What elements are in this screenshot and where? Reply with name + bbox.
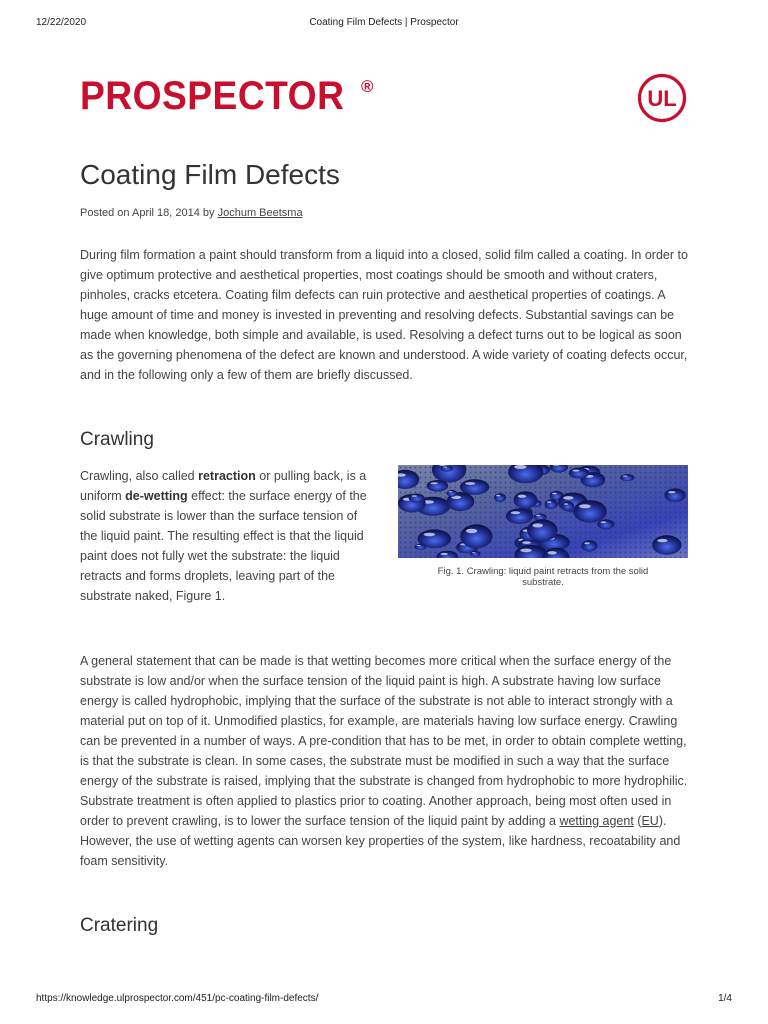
wetting-agent-link[interactable]: wetting agent xyxy=(559,814,634,828)
droplet-highlight xyxy=(668,491,675,493)
section-heading-cratering: Cratering xyxy=(80,915,159,936)
droplet-highlight xyxy=(600,521,606,523)
print-title: Coating Film Defects | Prospector xyxy=(309,17,459,28)
intro-paragraph: During film formation a paint should transform from a liquid into a closed, solid film called a coating. In order to give optimum protective and aesthetical properties, most coatings should be smooth and without craters, pinholes, cracks etcetera. Coating film defects can ruin protective and aesthetical properties of coatings. A huge amount of time and money is invested in preventing and resolving defects. Substantial savings can be made when knowledge, both simple and available, is used. Resolving a defect turns out to be logical as soon as the governing phenomena of the defect are known and understood. A wide variety of coating defects occur, and in the following only a few of them are briefly discussed. xyxy=(80,248,688,382)
crawling-detail-paragraph: A general statement that can be made is that wetting becomes more critical when the surface energy of the substrate is low and/or when the surface tension of the liquid paint is high. A substrate having low surface energy is called hydrophobic, implying that the surface of the substrate is not able to interact strongly with a material put on top of it. Unmodified plastics, for example, are materials having low surface energy. Crawling can be prevented in a number of ways. A pre-condition that has to be met, in order to obtain complete wetting, is that the substrate is clean. In some cases, the substrate must be modified in such a way that the surface energy of the substrate is raised, implying that the substrate is changed from hydrophobic to more hydrophilic. Substrate treatment is often applied to plastics prior to coating. Another approach, being most often used in order to prevent crawling, is to lower the surface tension of the liquid paint by adding a wetting agent (EU). However, the use of wetting agents can worsen key properties of the system, like hardness, recoatability and foam sensitivity. xyxy=(80,654,688,868)
droplet xyxy=(441,465,453,471)
droplet-highlight xyxy=(532,523,543,527)
droplet-highlight xyxy=(548,551,557,554)
droplet-highlight xyxy=(472,552,476,553)
droplet-highlight xyxy=(411,495,417,497)
droplet xyxy=(620,474,634,481)
droplet xyxy=(427,480,449,491)
author-link[interactable]: Jochum Beetsma xyxy=(217,207,303,219)
droplet-highlight xyxy=(440,553,448,555)
section-heading-crawling: Crawling xyxy=(80,429,154,450)
droplet xyxy=(527,519,557,541)
term-de-wetting: de-wetting xyxy=(125,489,188,503)
ul-logo-icon[interactable] xyxy=(637,73,687,123)
print-page-number: 1/4 xyxy=(718,993,732,1004)
droplet xyxy=(582,540,598,551)
droplet xyxy=(569,468,589,479)
article-title: Coating Film Defects xyxy=(80,159,340,190)
figure-caption: Fig. 1. Crawling: liquid paint retracts from the solid substrate. xyxy=(437,566,649,588)
droplet-highlight xyxy=(522,541,531,544)
byline xyxy=(80,206,303,220)
droplet-highlight xyxy=(584,542,590,544)
print-url: https://knowledge.ulprospector.com/451/pc-coating-film-defects/ xyxy=(36,993,319,1004)
droplet-highlight xyxy=(465,482,475,485)
print-date: 12/22/2020 xyxy=(36,17,87,28)
prospector-logo[interactable] xyxy=(80,74,374,118)
ul-logo-text: UL xyxy=(647,86,677,111)
droplet-highlight xyxy=(572,470,579,472)
term-retraction: retraction xyxy=(198,469,256,483)
crawling-droplets-image xyxy=(398,465,688,558)
droplet-highlight xyxy=(536,515,541,516)
registered-mark: ® xyxy=(361,77,374,96)
droplet-highlight xyxy=(520,549,532,553)
droplet xyxy=(506,508,533,524)
droplet-highlight xyxy=(564,503,568,505)
droplet-highlight xyxy=(623,476,628,477)
droplet xyxy=(470,551,480,557)
droplet-highlight xyxy=(657,539,667,542)
droplet xyxy=(494,493,506,502)
droplet-highlight xyxy=(466,529,477,533)
droplet xyxy=(514,491,538,508)
eu-link[interactable]: EU xyxy=(641,814,659,828)
droplet-highlight xyxy=(443,467,447,468)
droplet xyxy=(652,535,681,554)
crawling-paragraph: Crawling, also called retraction or pulling back, is a uniform de-wetting effect: the surface energy of the solid substrate is lower than the surface tension of the liquid paint. The resulting effect is that the liquid paint does not fully wet the substrate: the liquid retracts and forms droplets, leaving part of the substrate naked, Figure 1. xyxy=(80,469,367,603)
logo-text: PROSPECTOR xyxy=(80,74,345,118)
droplet-highlight xyxy=(563,496,573,500)
print-header xyxy=(36,17,732,31)
droplet-highlight xyxy=(579,504,591,508)
droplet xyxy=(597,519,614,529)
droplet xyxy=(460,524,492,548)
figure-1 xyxy=(398,465,688,588)
droplet-highlight xyxy=(552,493,557,495)
droplet xyxy=(414,544,426,550)
droplet xyxy=(409,494,425,503)
droplet xyxy=(562,501,574,510)
droplet-highlight xyxy=(511,511,521,514)
droplet-highlight xyxy=(496,495,500,497)
droplet xyxy=(460,479,489,495)
droplet-highlight xyxy=(518,495,526,498)
droplet xyxy=(447,490,458,497)
droplet-highlight xyxy=(430,482,438,484)
droplet-highlight xyxy=(547,501,552,503)
droplet xyxy=(545,499,558,509)
droplet-highlight xyxy=(514,465,526,469)
droplet-highlight xyxy=(449,491,453,492)
droplet xyxy=(573,500,607,522)
droplet-highlight xyxy=(417,545,421,546)
byline-prefix: Posted on April 18, 2014 by xyxy=(80,207,218,219)
droplet-highlight xyxy=(424,533,436,536)
droplet xyxy=(664,489,685,502)
